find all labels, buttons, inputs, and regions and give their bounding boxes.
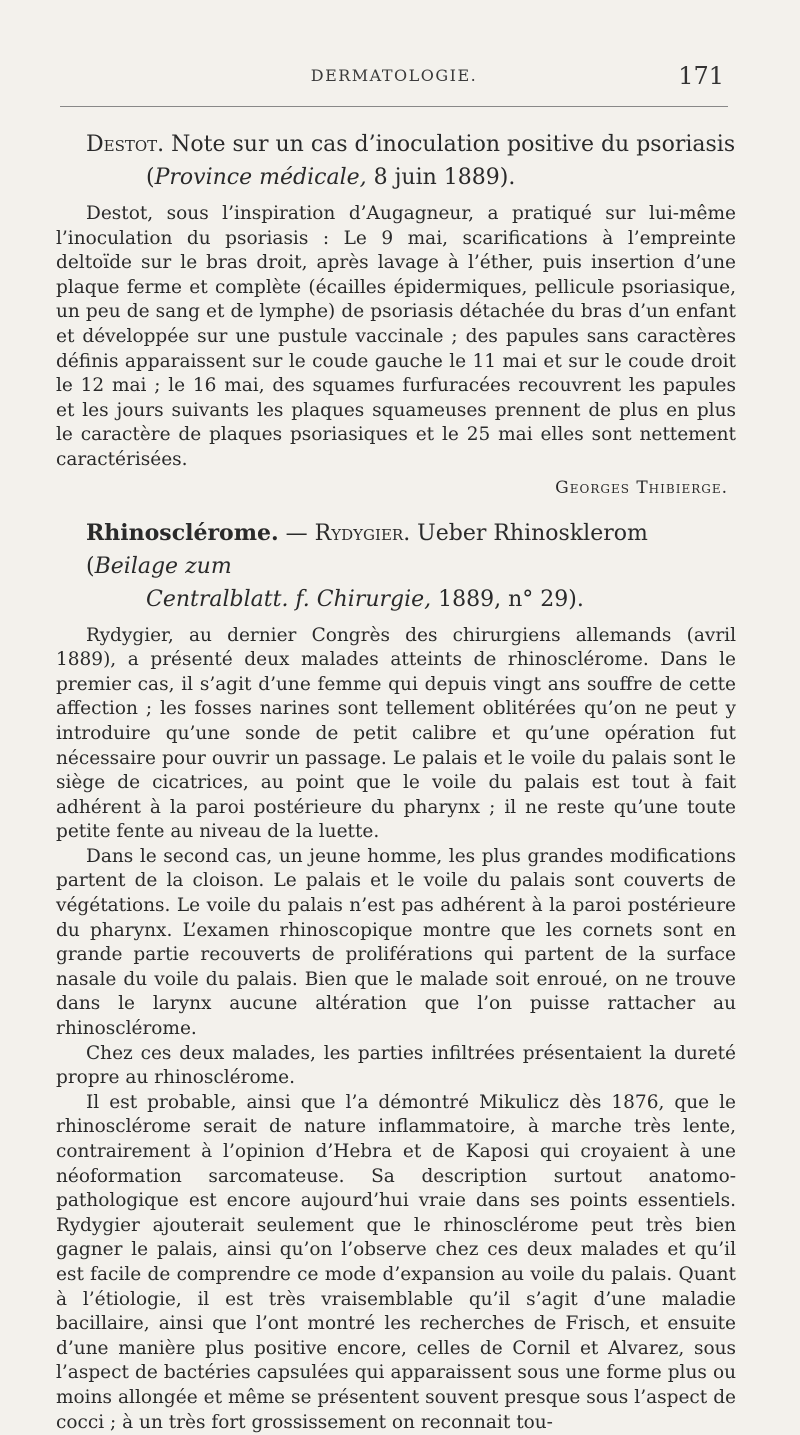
article2-source-line2: Centralblatt. f. Chirurgie, — [146, 586, 432, 612]
running-header — [60, 62, 728, 102]
article2-paragraph: Rydygier, au dernier Congrès des chirurgiens allemands (avril 1889), a présenté deux malades atteints de rhinosclérome. Dans le premier cas, il s’agit d’une femme qui depuis vingt ans souffre de cette affection ; les fosses narines sont tellement oblitérées qu’on ne peut y introduire qu’une sonde de petit calibre et qu’une opération fut nécessaire pour ouvrir un passage. Le palais et le voile du palais sont le siège de cicatrices, au point que le voile du palais est tout à fait adhérent à la paroi postérieure du pharynx ; il ne reste qu’une toute petite fente au niveau de la luette. — [56, 624, 736, 843]
article2-subject: Rhinosclérome. — [86, 519, 279, 546]
article1-signature: Georges Thibierge. — [555, 477, 728, 498]
article1-source-date: 8 juin 1889). — [366, 165, 516, 190]
page-number: 171 — [678, 62, 724, 90]
article2-paragraph: Il est probable, ainsi que l’a démontré Mikulicz dès 1876, que le rhinosclérome serait de nature inflammatoire, à marche très lente, contrairement à l’opinion d’Hebra et de Kaposi qui croyaient à une néoformation sarcomateuse. Sa description surtout anatomo-pathologique est encore aujourd’hui vraie dans ses points essentiels. Rydygier ajouterait seulement que le rhinosclérome peut très bien gagner le palais, ainsi qu’on l’observe chez ces deux malades et qu’il est facile de comprendre ce mode d’expansion au voile du palais. Quant à l’étiologie, il est très vraisemblable qu’il s’agit d’une maladie bacillaire, ainsi que l’ont montré les recherches de Frisch, et ensuite d’une manière plus positive encore, celles de Cornil et Alvarez, sous l’aspect de bactéries capsulées qui apparaissent sous une forme plus ou moins allongée et même se présentent souvent presque sous l’aspect de cocci ; à un très fort grossissement on reconnait tou- — [56, 1091, 736, 1433]
page-content — [56, 128, 736, 1435]
article1-title-text: Note sur un cas d’inoculation positive du psoriasis — [171, 132, 736, 157]
article2-source-tail: 1889, n° 29). — [431, 586, 584, 612]
article2-dash: — — [278, 520, 315, 546]
article2-title-text: Ueber Rhinosklerom ( — [86, 520, 648, 579]
running-title: DERMATOLOGIE. — [310, 66, 478, 85]
article2-paragraph: Dans le second cas, un jeune homme, les plus grandes modifications partent de la cloison. Le palais et le voile du palais sont couverts de végétations. Le voile du palais n’est pas adhérent à la paroi postérieure du pharynx. L’examen rhinoscopique montre que les cornets sont en grande partie recouverts de proliférations qui partent de la surface nasale du voile du palais. Bien que le malade soit enroué, on ne trouve dans le larynx aucune altération que l’on puisse rattacher au rhinosclérome. — [56, 845, 736, 1040]
article1-paragraph: Destot, sous l’inspiration d’Augagneur, a pratiqué sur lui-même l’inoculation du psoriasis : Le 9 mai, scarifications à l’empreinte deltoïde sur le bras droit, après lavage à l’éther, puis insertion d’une plaque ferme et complète (écailles épidermiques, pellicule psoriasique, un peu de sang et de lymphe) de psoriasis détachée du bras d’un enfant et développée sur une pustule vaccinale ; des papules sans caractères définis apparaissent sur le coude gauche le 11 mai et sur le coude droit le 12 mai ; le 16 mai, des squames furfuracées recouvrent les papules et les jours suivants les plaques squameuses prennent de plus en plus le caractère de plaques psoriasiques et le 25 mai elles sont nettement caractérisées. — [56, 203, 736, 470]
article2-title — [56, 517, 736, 616]
article1-title — [56, 128, 736, 194]
header-rule — [60, 106, 728, 107]
article1-source-open: ( — [146, 165, 155, 190]
article1-source: Province médicale, — [154, 165, 367, 190]
article1-source-line — [86, 161, 736, 194]
article2-source-line — [86, 583, 736, 616]
article1-author: Destot. — [86, 132, 165, 157]
article2-source-line1: Beilage zum — [94, 553, 232, 579]
article2-paragraph: Chez ces deux malades, les parties infiltrées présentaient la dureté propre au rhinosclérome. — [56, 1042, 736, 1089]
article2-author: Rydygier. — [314, 520, 411, 546]
